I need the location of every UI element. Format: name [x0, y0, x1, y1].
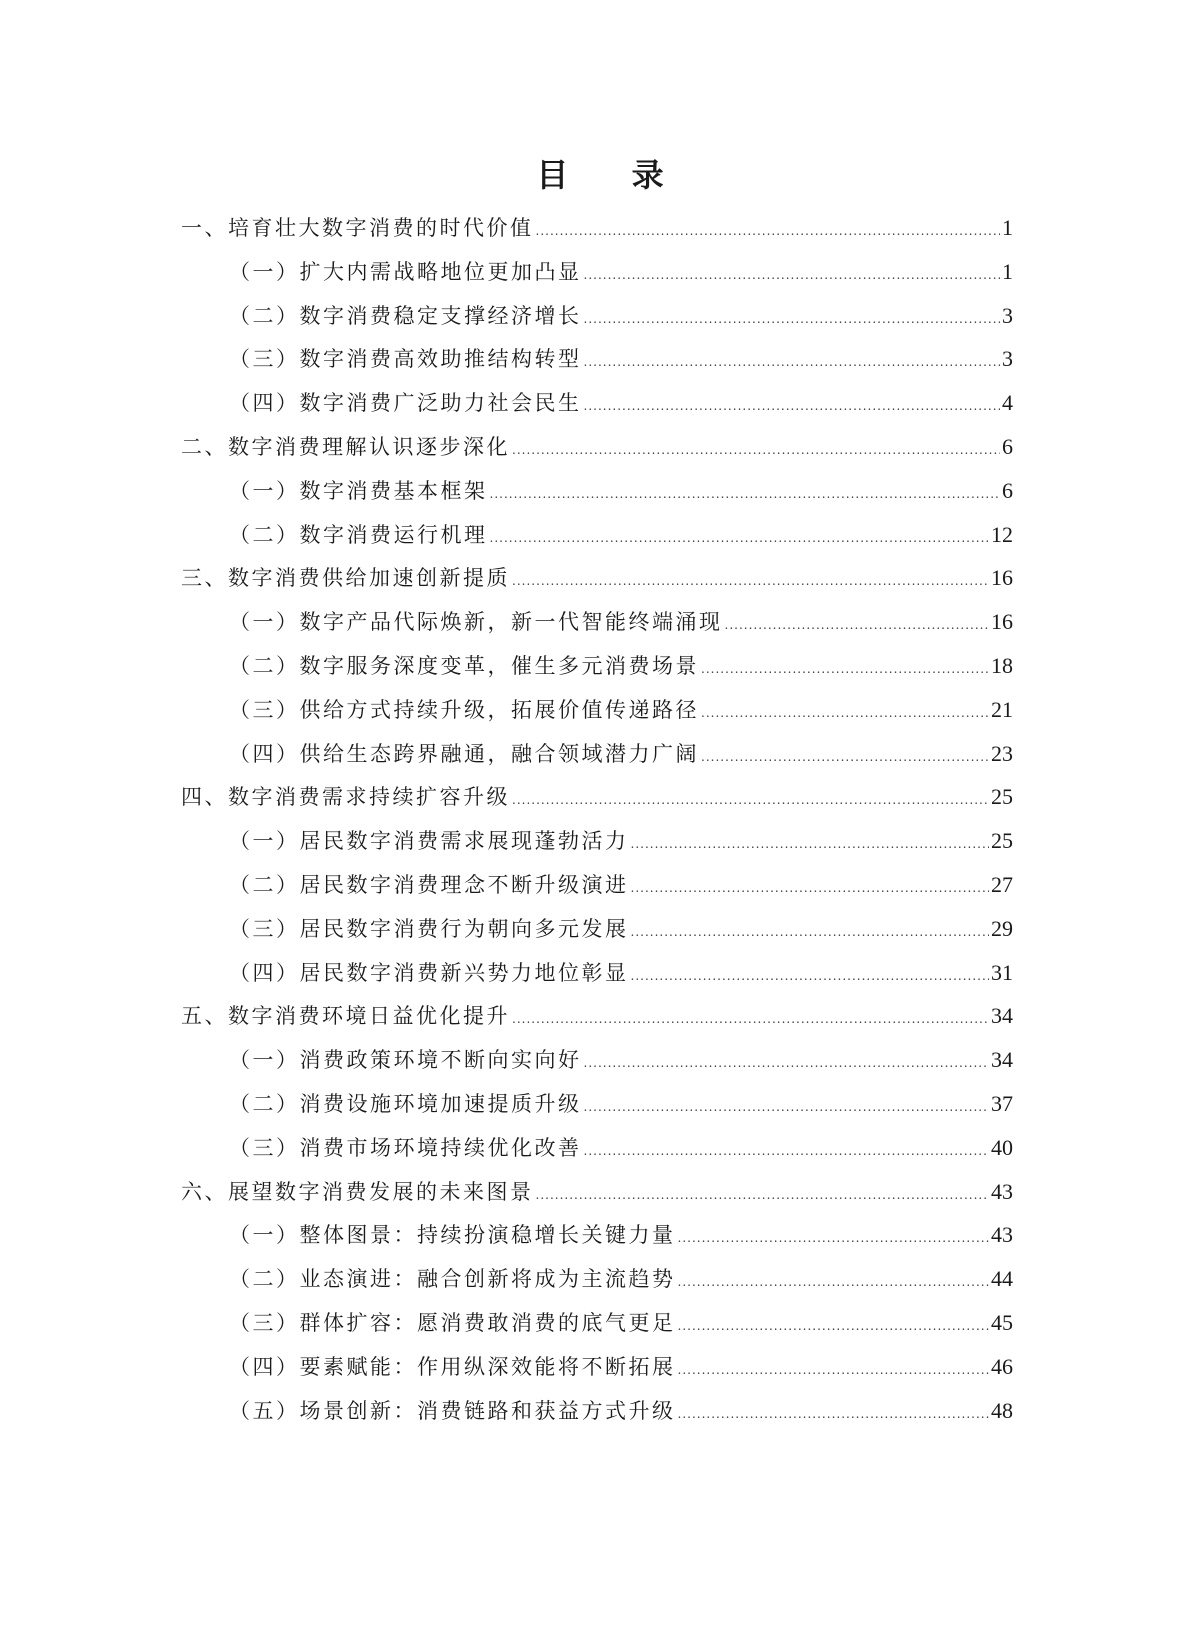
- toc-chapter-entry[interactable]: [181, 1000, 1013, 1044]
- toc-section-entry[interactable]: [181, 387, 1013, 431]
- toc-entry-label: （四）居民数字消费新兴势力地位彰显: [229, 960, 629, 985]
- toc-page-number: 4: [1002, 390, 1013, 416]
- dot-leader: [584, 312, 1001, 326]
- toc-section-entry[interactable]: [181, 1132, 1013, 1176]
- toc-page-number: 1: [1002, 215, 1013, 240]
- toc-chapter-entry[interactable]: [181, 781, 1013, 825]
- toc-section-entry[interactable]: [181, 256, 1013, 300]
- toc-section-entry[interactable]: [181, 1307, 1013, 1351]
- dot-leader: [512, 574, 989, 588]
- toc-entry-label: （二）数字服务深度变革，催生多元消费场景: [229, 653, 699, 678]
- toc-chapter-entry[interactable]: [181, 1176, 1013, 1220]
- dot-leader: [678, 1319, 990, 1333]
- dot-leader: [631, 837, 990, 851]
- dot-leader: [490, 531, 990, 545]
- dot-leader: [584, 1056, 990, 1070]
- toc-section-entry[interactable]: [181, 343, 1013, 387]
- toc-page-number: 21: [991, 696, 1013, 722]
- toc-chapter-entry[interactable]: [181, 212, 1013, 256]
- toc-entry-label: （二）数字消费运行机理: [229, 522, 488, 547]
- toc-page-number: 6: [1002, 477, 1013, 503]
- toc-page-number: 12: [991, 521, 1013, 547]
- toc-page-number: 18: [991, 652, 1013, 678]
- toc-entry-label: （二）数字消费稳定支撑经济增长: [229, 303, 582, 328]
- dot-leader: [631, 925, 990, 939]
- toc-section-entry[interactable]: [181, 869, 1013, 913]
- toc-section-entry[interactable]: [181, 1219, 1013, 1263]
- toc-page-number: 44: [991, 1266, 1013, 1292]
- toc-page-number: 16: [991, 609, 1013, 635]
- toc-entry-label: （四）数字消费广泛助力社会民生: [229, 391, 582, 416]
- toc-entry-label: 一、培育壮大数字消费的时代价值: [181, 216, 534, 240]
- toc-entry-label: （一）数字产品代际焕新，新一代智能终端涌现: [229, 610, 723, 635]
- dot-leader: [678, 1275, 990, 1289]
- toc-page-number: 1: [1002, 258, 1013, 284]
- toc-section-entry[interactable]: [181, 1263, 1013, 1307]
- toc-entry-label: （三）居民数字消费行为朝向多元发展: [229, 916, 629, 941]
- dot-leader: [536, 224, 1001, 238]
- toc-entry-label: （一）消费政策环境不断向实向好: [229, 1048, 582, 1073]
- toc-entry-label: （二）消费设施环境加速提质升级: [229, 1091, 582, 1116]
- toc-entry-label: （一）数字消费基本框架: [229, 478, 488, 503]
- dot-leader: [584, 1144, 990, 1158]
- toc-entry-label: （二）业态演进：融合创新将成为主流趋势: [229, 1267, 676, 1292]
- toc-page-number: 34: [991, 1003, 1013, 1029]
- toc-section-entry[interactable]: [181, 1395, 1013, 1439]
- toc-entry-label: （四）要素赋能：作用纵深效能将不断拓展: [229, 1354, 676, 1379]
- dot-leader: [584, 1100, 990, 1114]
- dot-leader: [725, 618, 990, 632]
- toc-section-entry[interactable]: [181, 475, 1013, 519]
- toc-section-entry[interactable]: [181, 1088, 1013, 1132]
- toc-entry-label: （一）扩大内需战略地位更加凸显: [229, 259, 582, 284]
- toc-entry-label: （二）居民数字消费理念不断升级演进: [229, 872, 629, 897]
- dot-leader: [490, 487, 1001, 501]
- toc-entry-label: 五、数字消费环境日益优化提升: [181, 1004, 510, 1029]
- toc-section-entry[interactable]: [181, 519, 1013, 563]
- toc-page-number: 16: [991, 565, 1013, 591]
- toc-page-number: 43: [991, 1222, 1013, 1248]
- toc-section-entry[interactable]: [181, 300, 1013, 344]
- toc-chapter-entry[interactable]: [181, 562, 1013, 606]
- dot-leader: [584, 268, 1001, 282]
- toc-entry-label: （三）群体扩容：愿消费敢消费的底气更足: [229, 1310, 676, 1335]
- toc-page-number: 43: [991, 1178, 1013, 1204]
- toc-section-entry[interactable]: [181, 650, 1013, 694]
- toc-entry-label: （一）居民数字消费需求展现蓬勃活力: [229, 829, 629, 854]
- toc-page-number: 48: [991, 1397, 1013, 1423]
- toc-section-entry[interactable]: [181, 825, 1013, 869]
- toc-page-number: 25: [991, 784, 1013, 810]
- dot-leader: [536, 1188, 990, 1202]
- dot-leader: [584, 355, 1001, 369]
- toc-page-number: 40: [991, 1134, 1013, 1160]
- toc-section-entry[interactable]: [181, 606, 1013, 650]
- toc-entry-label: （三）消费市场环境持续优化改善: [229, 1135, 582, 1160]
- dot-leader: [701, 706, 989, 720]
- toc-section-entry[interactable]: [181, 738, 1013, 782]
- dot-leader: [701, 750, 989, 764]
- toc-page-number: 31: [991, 959, 1013, 985]
- dot-leader: [584, 399, 1001, 413]
- toc-entry-label: 二、数字消费理解认识逐步深化: [181, 434, 510, 459]
- toc-page-number: 29: [991, 915, 1013, 941]
- toc-page-number: 27: [991, 871, 1013, 897]
- table-of-contents: [181, 212, 1013, 1438]
- toc-entry-label: 三、数字消费供给加速创新提质: [181, 566, 510, 591]
- toc-section-entry[interactable]: [181, 1044, 1013, 1088]
- dot-leader: [512, 443, 1000, 457]
- toc-entry-label: （三）供给方式持续升级，拓展价值传递路径: [229, 697, 699, 722]
- dot-leader: [512, 793, 989, 807]
- toc-page-number: 23: [991, 740, 1013, 766]
- page-title: 目 录: [536, 156, 690, 194]
- toc-page-number: 46: [991, 1353, 1013, 1379]
- toc-page-number: 37: [991, 1090, 1013, 1116]
- dot-leader: [631, 969, 990, 983]
- dot-leader: [678, 1231, 990, 1245]
- toc-page-number: 6: [1002, 433, 1013, 459]
- dot-leader: [678, 1407, 990, 1421]
- dot-leader: [631, 881, 990, 895]
- toc-entry-label: （五）场景创新：消费链路和获益方式升级: [229, 1398, 676, 1423]
- toc-page-number: 45: [991, 1309, 1013, 1335]
- toc-page-number: 25: [991, 828, 1013, 854]
- toc-page-number: 3: [1002, 302, 1013, 328]
- toc-section-entry[interactable]: [181, 957, 1013, 1001]
- toc-chapter-entry[interactable]: [181, 431, 1013, 475]
- toc-entry-label: （一）整体图景：持续扮演稳增长关键力量: [229, 1223, 676, 1248]
- toc-section-entry[interactable]: [181, 694, 1013, 738]
- toc-entry-label: 四、数字消费需求持续扩容升级: [181, 785, 510, 810]
- dot-leader: [512, 1012, 989, 1026]
- dot-leader: [701, 662, 989, 676]
- toc-entry-label: （三）数字消费高效助推结构转型: [229, 347, 582, 372]
- toc-entry-label: 六、展望数字消费发展的未来图景: [181, 1179, 534, 1204]
- toc-page-number: 3: [1002, 346, 1013, 372]
- toc-page-number: 34: [991, 1047, 1013, 1073]
- dot-leader: [678, 1363, 990, 1377]
- toc-section-entry[interactable]: [181, 913, 1013, 957]
- toc-entry-label: （四）供给生态跨界融通，融合领域潜力广阔: [229, 741, 699, 766]
- toc-section-entry[interactable]: [181, 1351, 1013, 1395]
